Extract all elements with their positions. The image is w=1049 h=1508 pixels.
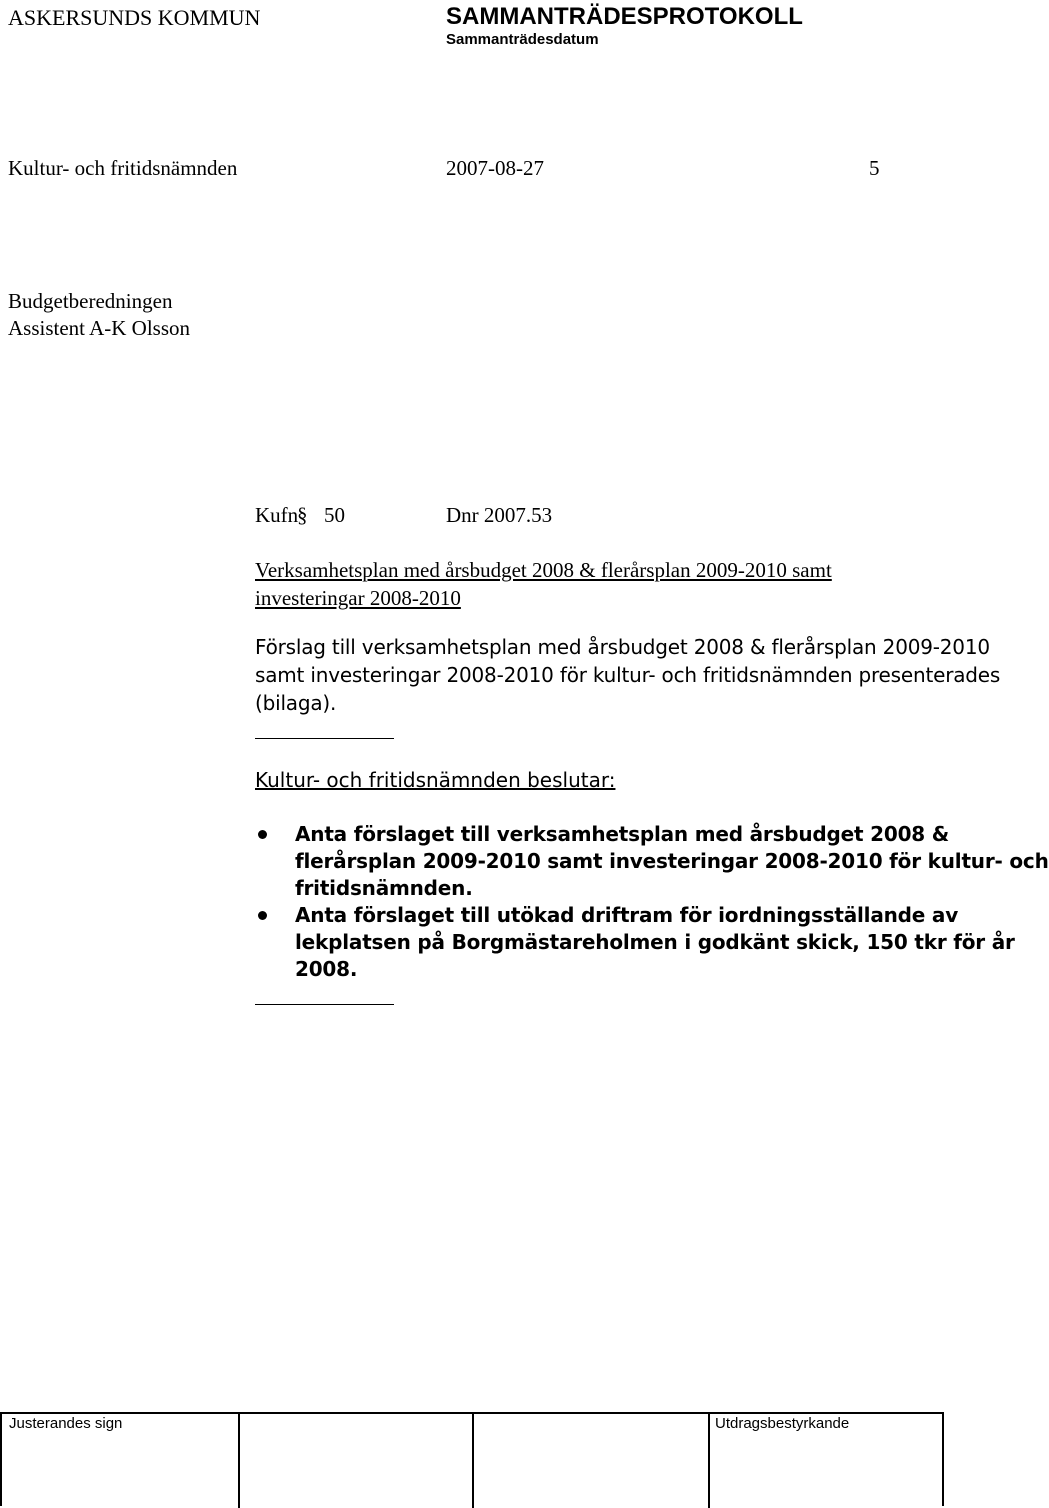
page-number: 5 xyxy=(869,156,880,180)
municipality-name: ASKERSUNDS KOMMUN xyxy=(8,5,261,30)
decision-item-2 xyxy=(295,902,1015,983)
decision-heading: Kultur- och fritidsnämnden beslutar: xyxy=(255,768,616,792)
decision-item-2-line-2: lekplatsen på Borgmästareholmen i godkänt skick, 150 tkr för år xyxy=(295,930,1015,954)
protocol-title: SAMMANTRÄDESPROTOKOLL xyxy=(446,3,803,30)
registration-number: Dnr 2007.53 xyxy=(446,503,553,527)
decision-item-1 xyxy=(295,821,1049,902)
extract-verification-label: Utdragsbestyrkande xyxy=(715,1415,850,1432)
section-divider xyxy=(255,1004,394,1005)
paragraph-label: Kufn xyxy=(255,503,299,527)
signature-label: Justerandes sign xyxy=(9,1415,123,1432)
section-divider xyxy=(255,738,394,739)
signature-cell xyxy=(708,1414,710,1508)
decision-item-2-line-3: 2008. xyxy=(295,957,358,981)
case-description-line-2: samt investeringar 2008-2010 för kultur- och fritidsnämnden presenterades xyxy=(255,663,1001,687)
paragraph-number: 50 xyxy=(324,503,345,527)
case-description xyxy=(255,633,1000,717)
meeting-date: 2007-08-27 xyxy=(446,156,544,180)
recipient-line-2: Assistent A-K Olsson xyxy=(8,316,191,340)
meeting-date-label: Sammanträdesdatum xyxy=(446,31,599,48)
case-heading-line-2: investeringar 2008-2010 xyxy=(255,586,461,610)
bullet-icon xyxy=(258,911,267,920)
decision-item-1-line-3: fritidsnämnden. xyxy=(295,876,473,900)
decision-item-2-line-1: Anta förslaget till utökad driftram för iordningsställande av xyxy=(295,903,959,927)
case-description-line-1: Förslag till verksamhetsplan med årsbudget 2008 & flerårsplan 2009-2010 xyxy=(255,635,990,659)
decision-item-1-line-2: flerårsplan 2009-2010 samt investeringar 2008-2010 för kultur- och xyxy=(295,849,1049,873)
signature-cell xyxy=(472,1414,474,1508)
case-heading-line-1: Verksamhetsplan med årsbudget 2008 & flerårsplan 2009-2010 samt xyxy=(255,558,832,582)
paragraph-symbol: § xyxy=(297,503,308,527)
recipient-line-1: Budgetberedningen xyxy=(8,289,173,313)
case-heading xyxy=(255,556,832,612)
signature-cell xyxy=(238,1414,240,1508)
decision-item-1-line-1: Anta förslaget till verksamhetsplan med årsbudget 2008 & xyxy=(295,822,950,846)
bullet-icon xyxy=(258,830,267,839)
case-description-line-3: (bilaga). xyxy=(255,691,337,715)
committee-name: Kultur- och fritidsnämnden xyxy=(8,156,238,180)
